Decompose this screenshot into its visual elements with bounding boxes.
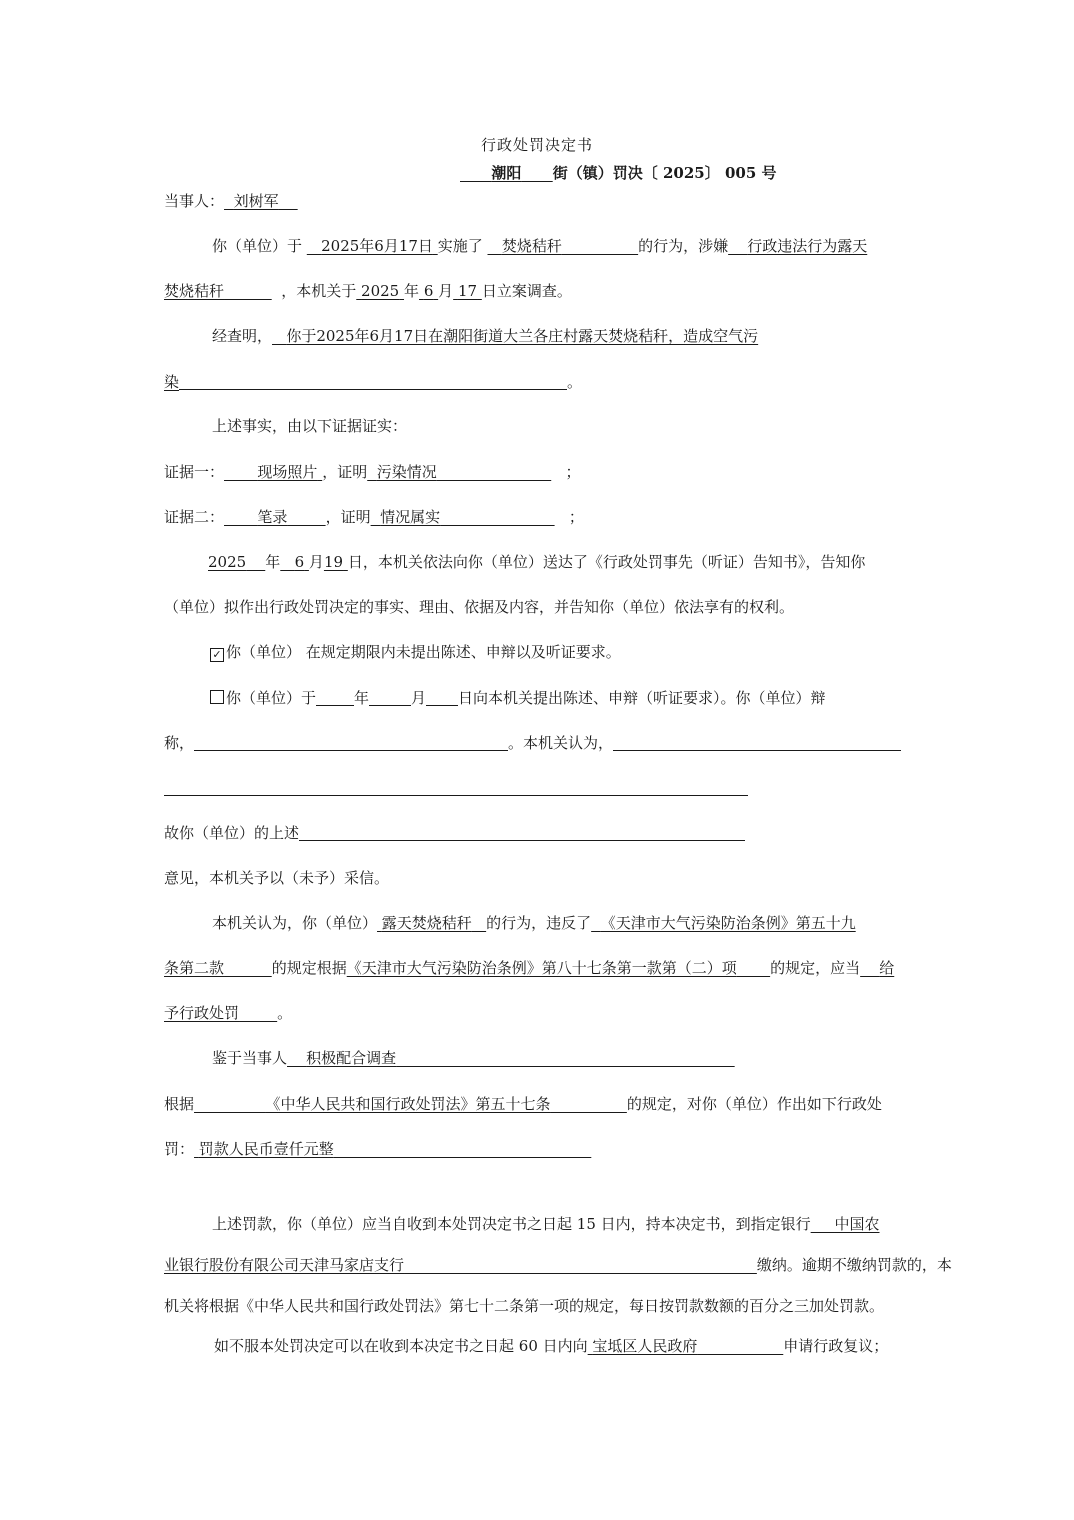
party-line	[164, 191, 298, 211]
p5-line2: 意见，本机关予以（未予）采信。	[164, 869, 390, 887]
p1-line1	[212, 236, 867, 256]
checkbox-no-statement	[210, 642, 621, 662]
p4-rest1: 日，本机关依法向你（单位）送达了《行政处罚事先（听证）告知书》，告知你	[347, 553, 866, 571]
p8-text-c: 罚：	[164, 1140, 195, 1158]
docno-close: 〕	[704, 164, 720, 182]
p8-law: 《中华人民共和国行政处罚法》第五十七条	[265, 1095, 551, 1113]
ev2-end: ；	[568, 508, 584, 526]
p10-line	[214, 1336, 888, 1356]
p2-fact1: 你于2025年6月17日在潮阳街道大兰各庄村露天焚烧秸秆，造成空气污	[286, 327, 759, 345]
p8-text-b: 的规定，对你（单位）作出如下行政处	[626, 1095, 882, 1113]
p8-text-a: 根据	[164, 1095, 195, 1113]
p4-line2: （单位）拟作出行政处罚决定的事实、理由、依据及内容，并告知你（单位）依法享有的权利。	[164, 598, 795, 616]
p1-charge2: 焚烧秸秆	[164, 282, 225, 300]
p9-bank1: 中国农	[834, 1215, 880, 1233]
ev1-mid: ，证明	[322, 463, 368, 481]
p1-text-year: 年	[404, 282, 420, 300]
p6-end: 。	[277, 1004, 293, 1022]
checkbox-statement-line1	[210, 688, 826, 708]
party-name: 刘树军	[233, 192, 279, 210]
p10-gov: 宝坻区人民政府	[592, 1337, 698, 1355]
p10-text-b: 申请行政复议；	[783, 1337, 889, 1355]
p5-line1	[164, 823, 745, 843]
p5-blank	[299, 824, 745, 841]
p9-line3: 机关将根据《中华人民共和国行政处罚法》第七十二条第一项的规定，每日按罚款数额的百分之三加处罚款。	[164, 1297, 885, 1315]
p2-text-a: 经查明，	[212, 327, 273, 345]
cb2-text-a: 你（单位）于	[226, 689, 317, 707]
p7-line	[212, 1048, 735, 1068]
checkbox-unchecked-icon	[210, 690, 224, 704]
ev2-item: 笔录	[257, 508, 288, 526]
p3-line: 上述事实，由以下证据证实：	[212, 417, 408, 435]
p1-text-e: 日立案调查。	[481, 282, 572, 300]
blank-line	[164, 778, 748, 798]
p6-act: 露天焚烧秸秆	[381, 914, 472, 932]
p2-line1	[212, 326, 758, 346]
document-number	[460, 162, 777, 183]
p5-text-a: 故你（单位）的上述	[164, 824, 300, 842]
checkbox-check-mark: ✓	[212, 648, 222, 661]
docno-year: 2025	[662, 164, 705, 182]
cb2-opinion-blank	[613, 734, 901, 751]
p6-law2: 条第二款	[164, 959, 225, 977]
p4-line1	[208, 552, 865, 572]
ev2-mid: ，证明	[325, 508, 371, 526]
checkbox-checked-icon	[210, 648, 224, 662]
p9-line2	[164, 1255, 952, 1275]
p1-act: 焚烧秸秆	[501, 237, 562, 255]
ev2-label: 证据二：	[164, 508, 225, 526]
p6-line1	[212, 913, 856, 933]
opinion-continued-blank	[164, 779, 748, 796]
p1-year: 2025	[361, 282, 400, 300]
ev1-end: ；	[565, 463, 581, 481]
p1-text-a: 你（单位）于	[212, 237, 303, 255]
p8-line2	[164, 1139, 591, 1159]
p6-text-a: 本机关认为，你（单位）	[212, 914, 378, 932]
p9-text-b: 缴纳。逾期不缴纳罚款的，本	[756, 1256, 952, 1274]
p8-line1	[164, 1094, 882, 1114]
ev1-item: 现场照片	[257, 463, 318, 481]
cb2-text-b: 年	[354, 689, 370, 707]
docno-num: 005	[724, 164, 757, 182]
document-title: 行政处罚决定书	[480, 136, 593, 154]
p9-bank2: 业银行股份有限公司天津马家店支行	[164, 1256, 405, 1274]
p1-text-month: 月	[438, 282, 454, 300]
cb2-argument-blank	[194, 734, 508, 751]
p1-line2	[164, 281, 572, 301]
p2-end: 。	[567, 373, 583, 391]
evidence-1	[164, 462, 581, 482]
p1-month: 6	[423, 282, 434, 300]
p9-line1	[212, 1214, 880, 1234]
evidence-2	[164, 507, 584, 527]
p4-year: 2025	[208, 553, 247, 571]
p10-text-a: 如不服本处罚决定可以在收到本决定书之日起 60 日内向	[214, 1337, 588, 1355]
p6-text-b: 的行为，违反了	[486, 914, 592, 932]
p6-law1: 《天津市大气污染防治条例》第五十九	[600, 914, 856, 932]
p6-line3	[164, 1003, 292, 1023]
p6-pen1: 给	[879, 959, 895, 977]
p9-text-a: 上述罚款，你（单位）应当自收到本处罚决定书之日起 15 日内，持本决定书，到指定银行	[212, 1215, 811, 1233]
p6-text-c: 的规定根据	[271, 959, 347, 977]
p6-pen2: 予行政处罚	[164, 1004, 240, 1022]
checkbox-statement-line2	[164, 733, 901, 753]
p4-text-year: 年	[265, 553, 281, 571]
p1-charge1: 行政违法行为露天	[747, 237, 868, 255]
p6-text-d: 的规定，应当	[770, 959, 861, 977]
p1-day: 17	[457, 282, 478, 300]
cb2-text-f: 。本机关认为，	[508, 734, 614, 752]
p1-date: 2025年6月17日	[321, 237, 433, 255]
p4-month: 6	[294, 553, 305, 571]
p4-day: 19	[323, 553, 344, 571]
party-label: 当事人：	[164, 192, 225, 210]
cb1-text: 你（单位） 在规定期限内未提出陈述、申辩以及听证要求。	[226, 643, 621, 661]
docno-suffix: 号	[761, 164, 777, 182]
ev2-proof: 情况属实	[380, 508, 441, 526]
p7-text-a: 鉴于当事人	[212, 1049, 288, 1067]
cb2-day-blank	[426, 689, 458, 706]
cb2-text-d: 日向本机关提出陈述、申辩（听证要求）。你（单位）辩	[458, 689, 826, 707]
cb2-month-blank	[369, 689, 411, 706]
p4-text-month: 月	[308, 553, 324, 571]
docno-mid: 街（镇）罚决〔	[552, 164, 658, 182]
p2-fact2: 染	[164, 373, 180, 391]
cb2-year-blank	[316, 689, 354, 706]
p2-fact-blank	[179, 373, 567, 390]
p6-line2	[164, 958, 894, 978]
p8-penalty: 罚款人民币壹仟元整	[198, 1140, 334, 1158]
cb2-text-c: 月	[411, 689, 427, 707]
ev1-label: 证据一：	[164, 463, 225, 481]
ev1-proof: 污染情况	[376, 463, 437, 481]
p7-reason: 积极配合调查	[306, 1049, 397, 1067]
docno-town: 潮阳	[491, 164, 522, 182]
cb2-text-e: 称，	[164, 734, 195, 752]
p1-text-b: 实施了	[437, 237, 483, 255]
p2-line2	[164, 372, 582, 392]
p6-basis: 《天津市大气污染防治条例》第八十七条第一款第（二）项	[346, 959, 737, 977]
p1-text-c: 的行为，涉嫌	[638, 237, 729, 255]
p1-text-d: ，本机关于	[281, 282, 357, 300]
